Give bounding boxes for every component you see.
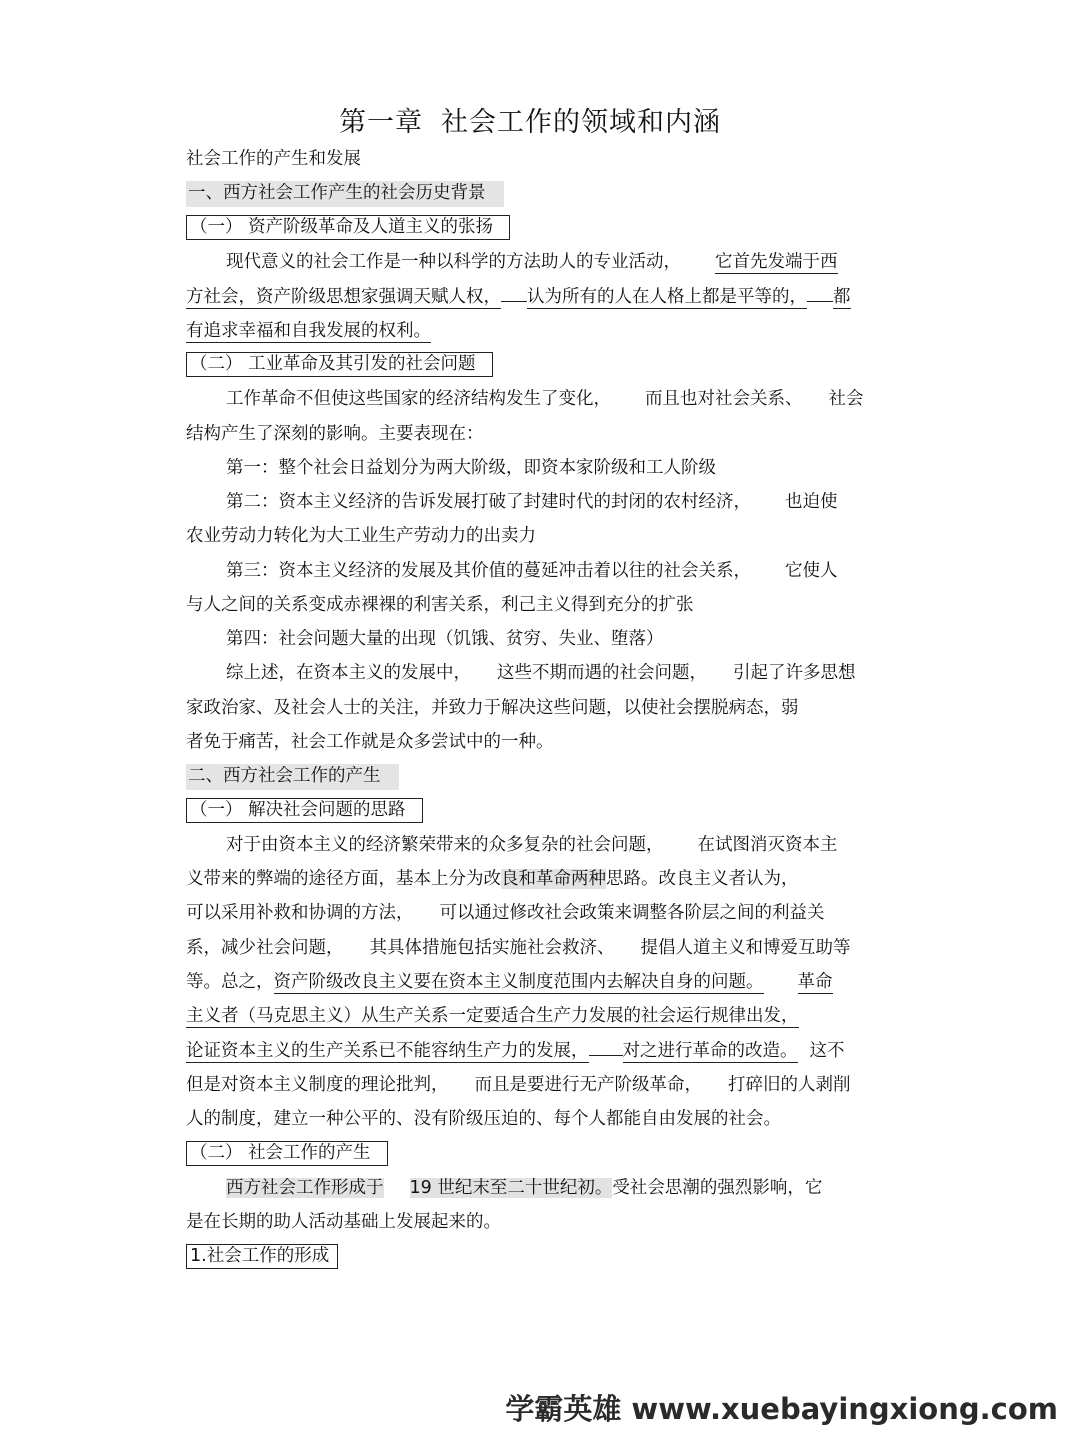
list-item: 第四：社会问题大量的出现（饥饿、贫穷、失业、堕落） — [226, 629, 664, 649]
section2-heading: 二、西方社会工作的产生 — [186, 764, 399, 788]
paragraph-line: 结构产生了深刻的影响。主要表现在： — [186, 424, 484, 444]
paragraph-line: 与人之间的关系变成赤裸裸的利害关系，利己主义得到充分的扩张 — [186, 595, 694, 615]
paragraph-line: 有追求幸福和自我发展的权利。 — [186, 321, 431, 341]
section1-heading: 一、西方社会工作产生的社会历史背景 — [186, 181, 504, 205]
paragraph-line: 工作革命不但使这些国家的经济结构发生了变化， 而且也对社会关系、 社会 — [226, 389, 864, 409]
paragraph-line: 西方社会工作形成于 19 世纪末至二十世纪初。受社会思潮的强烈影响，它 — [226, 1178, 823, 1198]
paragraph-line: 是在长期的助人活动基础上发展起来的。 — [186, 1212, 501, 1232]
section1-sub2-heading: （二） 工业革命及其引发的社会问题 — [186, 352, 493, 376]
section1-sub1-heading: （一） 资产阶级革命及人道主义的张扬 — [186, 215, 510, 239]
paragraph-line: 系，减少社会问题， 其具体措施包括实施社会救济、 提倡人道主义和博爱互助等 — [186, 938, 851, 958]
list-item: 第三：资本主义经济的发展及其价值的蔓延冲击着以往的社会关系， 它使人 — [226, 561, 838, 581]
paragraph-line: 对于由资本主义的经济繁荣带来的众多复杂的社会问题， 在试图消灭资本主 — [226, 835, 838, 855]
site-watermark: 学霸英雄 www.xuebayingxiong.com — [505, 1392, 1058, 1426]
paragraph-line: 者免于痛苦，社会工作就是众多尝试中的一种。 — [186, 732, 554, 752]
section2-sub2-heading: （二） 社会工作的产生 — [186, 1141, 388, 1165]
paragraph-line: 义带来的弊端的途径方面，基本上分为改良和革命两种思路。改良主义者认为， — [186, 869, 799, 889]
section-subtitle: 社会工作的产生和发展 — [186, 149, 361, 169]
paragraph-line: 主义者（马克思主义）从生产关系一定要适合生产力发展的社会运行规律出发， — [186, 1006, 799, 1026]
list-item: 第二：资本主义经济的告诉发展打破了封建时代的封闭的农村经济， 也迫使 — [226, 492, 838, 512]
chapter-number: 第一章 — [339, 107, 423, 138]
paragraph-line: 等。总之，资产阶级改良主义要在资本主义制度范围内去解决自身的问题。 革命 — [186, 972, 833, 992]
paragraph-line: 可以采用补救和协调的方法， 可以通过修改社会政策来调整各阶层之间的利益关 — [186, 903, 825, 923]
paragraph-line: 论证资本主义的生产关系已不能容纳生产力的发展， 对之进行革命的改造。 这不 — [186, 1041, 845, 1061]
paragraph-line: 现代意义的社会工作是一种以科学的方法助人的专业活动， 它首先发端于西 — [226, 252, 838, 272]
paragraph-line: 家政治家、及社会人士的关注，并致力于解决这些问题，以使社会摆脱病态，弱 — [186, 698, 799, 718]
paragraph-line: 综上述，在资本主义的发展中， 这些不期而遇的社会问题， 引起了许多思想 — [226, 663, 856, 683]
chapter-name: 社会工作的领域和内涵 — [441, 107, 721, 138]
list-item: 第一：整个社会日益划分为两大阶级，即资本家阶级和工人阶级 — [226, 458, 716, 478]
section2-sub1-heading: （一） 解决社会问题的思路 — [186, 798, 423, 822]
chapter-title — [0, 100, 1060, 139]
paragraph-line: 方社会，资产阶级思想家强调天赋人权， 认为所有的人在人格上都是平等的， 都 — [186, 287, 851, 307]
paragraph-line: 但是对资本主义制度的理论批判， 而且是要进行无产阶级革命， 打碎旧的人剥削 — [186, 1075, 851, 1095]
paragraph-line: 农业劳动力转化为大工业生产劳动力的出卖力 — [186, 526, 536, 546]
section2-sub3-heading: 1.社会工作的形成 — [186, 1244, 338, 1268]
paragraph-line: 人的制度，建立一种公平的、没有阶级压迫的、每个人都能自由发展的社会。 — [186, 1109, 781, 1129]
